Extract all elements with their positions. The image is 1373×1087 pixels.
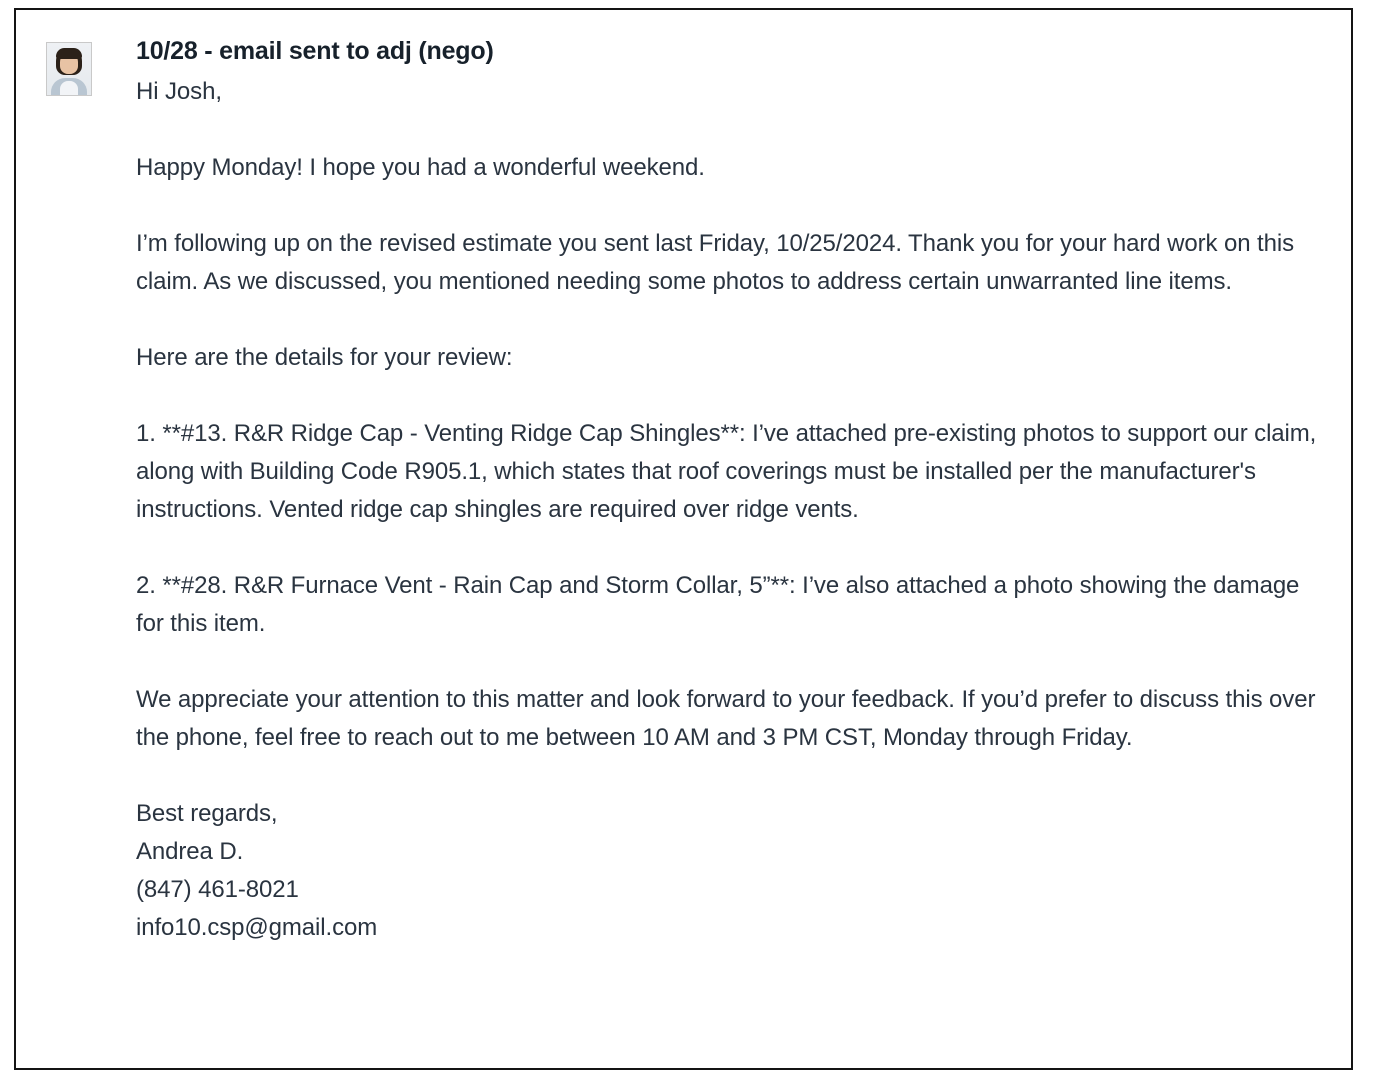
user-avatar-photo-icon [46,42,92,96]
paragraph-followup: I’m following up on the revised estimate you sent last Friday, 10/25/2024. Thank you for your hard work on this claim. As we discussed, you mentioned needing some photos to address certain unwarranted line items. [136,230,1294,296]
paragraph-details-intro: Here are the details for your review: [136,344,513,372]
paragraph-opening: Happy Monday! I hope you had a wonderful weekend. [136,154,705,182]
paragraph-closing: We appreciate your attention to this matter and look forward to your feedback. If you’d prefer to discuss this over the phone, feel free to reach out to me between 10 AM and 3 PM CST, Monday through Friday. [136,686,1316,752]
list-item-2: 2. **#28. R&R Furnace Vent - Rain Cap and Storm Collar, 5”**: I’ve also attached a photo showing the damage for this item. [136,572,1300,638]
note-body [136,73,1323,947]
signature-closing: Best regards, [136,800,278,828]
email-note-card [14,8,1353,1070]
paragraph-spacer [136,377,1323,415]
list-item-1: 1. **#13. R&R Ridge Cap - Venting Ridge Cap Shingles**: I’ve attached pre-existing photos to support our claim, along with Building Code R905.1, which states that roof coverings must be installed per the manufacturer's instructions. Vented ridge cap shingles are required over ridge vents. [136,420,1317,524]
avatar-shirt [60,81,78,95]
paragraph-spacer [136,643,1323,681]
paragraph-spacer [136,757,1323,795]
signature-phone: (847) 461-8021 [136,876,299,904]
note-content [100,36,1331,1058]
signature-email: info10.csp@gmail.com [136,914,378,942]
paragraph-spacer [136,111,1323,149]
paragraph-spacer [136,187,1323,225]
paragraph-greeting: Hi Josh, [136,78,222,106]
avatar-column [38,36,100,1058]
paragraph-spacer [136,529,1323,567]
paragraph-spacer [136,301,1323,339]
avatar-hair-front [56,48,82,59]
signature-name: Andrea D. [136,838,244,866]
note-title: 10/28 - email sent to adj (nego) [136,37,494,65]
